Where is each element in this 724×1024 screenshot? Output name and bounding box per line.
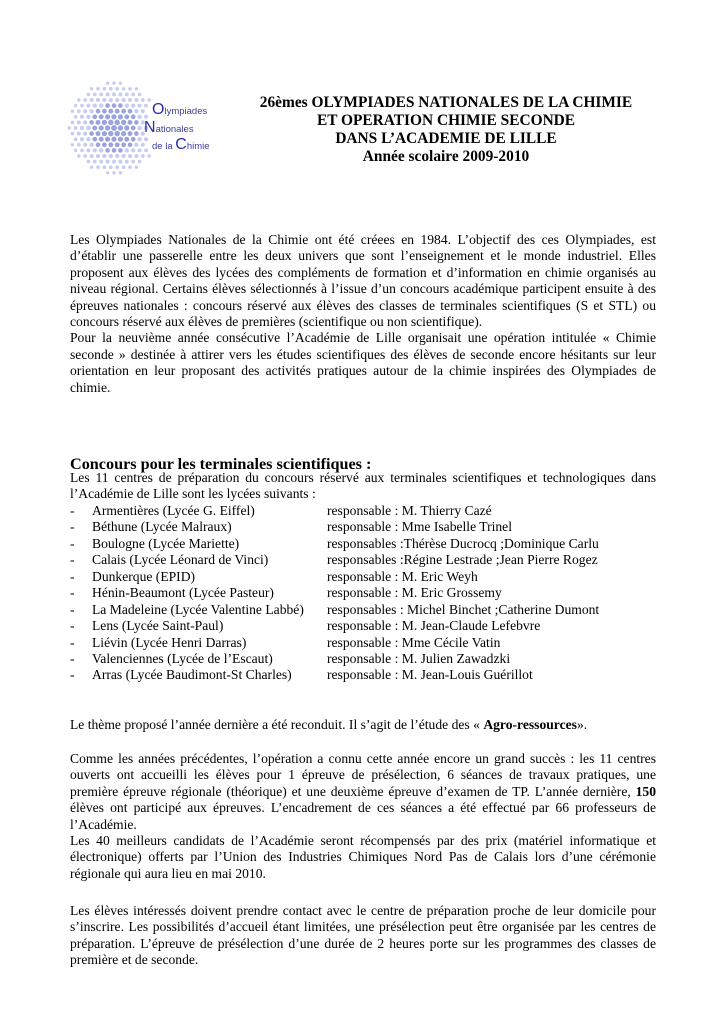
- centre-responsable: responsable : M. Eric Weyh: [327, 568, 478, 584]
- centre-site: Liévin (Lycée Henri Darras): [92, 634, 247, 650]
- logo-dot: [141, 98, 145, 102]
- logo-line-2: [144, 119, 194, 136]
- logo-dot: [89, 120, 94, 125]
- logo-dot: [89, 109, 93, 113]
- list-dash: -: [70, 618, 75, 634]
- logo-dot: [111, 137, 116, 142]
- logo-dot: [141, 109, 145, 113]
- logo-dot: [141, 154, 145, 158]
- centre-row: [70, 635, 670, 651]
- logo-dot: [135, 165, 138, 168]
- molecule-dots-icon: [66, 70, 236, 190]
- logo-dot: [115, 154, 119, 158]
- logo-line-3-pre: de la: [152, 141, 176, 152]
- logo-dot: [71, 109, 74, 112]
- document-title: [236, 94, 656, 166]
- logo-dot: [93, 103, 97, 107]
- centre-row: [70, 552, 670, 568]
- inscription-paragraph: Les élèves intéressés doivent prendre contact avec le centre de préparation proche de leur domicile pour s’inscrire. Les possibilités d’accueil étant limitées, une présélection peut être organisée par les centres de préparation. L’épreuve de présélection d’une durée de 2 heures porte sur les programmes des classes de première et de seconde.: [70, 903, 656, 968]
- logo-dot: [87, 160, 91, 164]
- logo-line-3-rest: himie: [186, 141, 210, 152]
- logo-dot: [147, 154, 150, 157]
- logo-dot: [106, 81, 109, 84]
- logo-dot: [118, 114, 123, 119]
- title-line-2: ET OPERATION CHIMIE SECONDE: [316, 112, 576, 129]
- logo-dot: [96, 87, 100, 91]
- centre-site: La Madeleine (Lycée Valentine Labbé): [92, 601, 304, 617]
- list-dash: -: [70, 634, 75, 650]
- logo-dot: [103, 87, 107, 91]
- title-line-4: Année scolaire 2009-2010: [362, 148, 530, 165]
- logo-dot: [121, 131, 126, 136]
- list-dash: -: [70, 650, 75, 666]
- logo-dot: [105, 137, 110, 142]
- logo-dot: [134, 98, 138, 102]
- logo-dot: [67, 126, 70, 129]
- logo-dot: [103, 165, 107, 169]
- centre-site: Arras (Lycée Baudimont-St Charles): [92, 667, 292, 683]
- logo-dot: [92, 137, 97, 142]
- logo-dot: [121, 98, 125, 102]
- logo-dot: [108, 131, 113, 136]
- bilan-text-after: élèves ont participé aux épreuves. L’encadrement de ces séances a été effectué par 66 professeurs de l’Académie.: [70, 800, 656, 832]
- logo-dot: [106, 171, 109, 174]
- logo-dot: [86, 104, 90, 108]
- logo-dot: [105, 148, 110, 153]
- logo-dot: [128, 131, 133, 136]
- logo-dot: [96, 154, 100, 158]
- centres-list: [70, 503, 670, 684]
- centre-row: [70, 602, 670, 618]
- intro-section: [70, 232, 656, 396]
- logo-initial-c: C: [175, 136, 187, 153]
- logo-dot: [135, 87, 138, 90]
- intro-paragraph-2: Pour la neuvième année consécutive l’Académie de Lille organisait une opération intitulée « Chimie seconde » destinée à attirer vers les études scientifiques des élèves de seconde encore hésitants sur leur orientation en leur proposant des activités pratiques autour de la chimie inspirées des Olympiades de chimie.: [70, 330, 656, 395]
- logo-dot: [77, 98, 80, 101]
- logo-dot: [115, 142, 120, 147]
- logo-dot: [109, 154, 113, 158]
- logo-initial-n: N: [144, 119, 156, 136]
- centre-responsable: responsables :Régine Lestrade ;Jean Pierre Rogez: [327, 552, 598, 568]
- list-dash: -: [70, 667, 75, 683]
- logo-dot: [137, 137, 141, 141]
- centre-site: Calais (Lycée Léonard de Vinci): [92, 552, 269, 568]
- centre-responsable: responsables :Thérèse Ducrocq ;Dominique Carlu: [327, 535, 599, 551]
- logo-dot: [118, 125, 123, 130]
- logo-dot: [124, 125, 129, 130]
- intro-paragraph-1: Les Olympiades Nationales de la Chimie ont été créees en 1984. L’objectif des ces Olympiades, est d’établir une passerelle entre les deux univers que sont l’enseignement et le monde industriel. Elles proposent aux élèves des lycées des compléments de formation et d’information en chimie organisés au niveau régional. Certains élèves sélectionnés à l’issue d’un concours académique participent ensuite à des épreuves nationales : concours réservé aux élèves des classes de terminales scientifiques (S et STL) ou concours réservé aux élèves de premières (scientifique ou non scientifique).: [70, 232, 656, 330]
- logo-dot: [131, 160, 135, 164]
- logo-dot: [118, 92, 122, 96]
- centre-responsable: responsable : M. Jean-Claude Lefebvre: [327, 618, 541, 634]
- logo-dot: [115, 165, 119, 169]
- logo-dot: [86, 115, 90, 119]
- logo-dot: [96, 120, 101, 125]
- logo-dot: [90, 87, 93, 90]
- logo-dot: [121, 109, 126, 114]
- logo-dot: [74, 137, 78, 141]
- logo-dot: [108, 109, 113, 114]
- logo-dot: [106, 92, 110, 96]
- logo-dot: [83, 143, 87, 147]
- logo-line-1: [152, 101, 207, 118]
- logo-dot: [74, 126, 78, 130]
- logo-dot: [83, 109, 87, 113]
- logo-dot: [90, 98, 94, 102]
- logo-dot: [92, 114, 97, 119]
- logo-dot: [80, 137, 84, 141]
- logo-dot: [96, 165, 100, 169]
- logo-dot: [138, 104, 142, 108]
- logo-dot: [77, 143, 81, 147]
- logo-dot: [89, 131, 94, 136]
- logo-dot: [124, 137, 129, 142]
- logo-line-1-rest: lympiades: [164, 106, 208, 117]
- logo-dot: [83, 154, 87, 158]
- logo-dot: [90, 154, 94, 158]
- centre-row: [70, 667, 670, 683]
- logo-dot: [121, 154, 125, 158]
- theme-text-after: ».: [576, 717, 588, 732]
- logo-dot: [86, 137, 90, 141]
- logo-dot: [137, 126, 141, 130]
- logo-dot: [112, 92, 116, 96]
- centre-site: Dunkerque (EPID): [92, 568, 196, 584]
- logo-dot: [119, 81, 122, 84]
- logo-dot: [99, 114, 104, 119]
- logo-dot: [112, 103, 117, 108]
- centre-row: [70, 503, 670, 519]
- logo-dot: [77, 109, 81, 113]
- logo-dot: [138, 160, 142, 164]
- logo-dot: [118, 160, 122, 164]
- logo-dot: [124, 114, 129, 119]
- logo-dot: [93, 148, 97, 152]
- centre-site: Béthune (Lycée Malraux): [92, 519, 232, 535]
- logo-dot: [77, 120, 81, 124]
- logo-dot: [87, 93, 91, 97]
- logo-dot: [112, 81, 115, 84]
- theme-text-before: Le thème proposé l’année dernière a été reconduit. Il s’agit de l’étude des «: [70, 717, 480, 732]
- logo-dot: [106, 160, 110, 164]
- bilan-count: 150: [635, 783, 656, 799]
- logo-dot: [92, 126, 97, 131]
- logo-dot: [108, 142, 113, 147]
- centre-responsable: responsable : M. Thierry Cazé: [327, 503, 492, 518]
- logo-dot: [83, 131, 87, 135]
- centre-site: Armentières (Lycée G. Eiffel): [92, 503, 255, 518]
- logo-dot: [108, 120, 113, 125]
- logo-dot: [112, 160, 116, 164]
- logo-dot: [109, 98, 113, 102]
- logo-dot: [131, 148, 135, 152]
- logo-dot: [131, 114, 136, 119]
- bilan-paragraph-2: Les 40 meilleurs candidats de l’Académie seront récompensés par des prix (matériel informatique et électronique) offerts par l’Union des Industries Chimiques Nord Pas de Calais lors d’une cérémonie régionale qui aura lieu en mai 2010.: [70, 833, 656, 881]
- centre-responsable: responsable : M. Eric Grossemy: [327, 585, 502, 601]
- centre-responsable: responsable : M. Jean-Louis Guérillot: [327, 667, 533, 683]
- logo-dot: [128, 109, 133, 114]
- logo-dot: [134, 120, 139, 125]
- centre-row: [70, 536, 670, 552]
- logo-dot: [102, 154, 106, 158]
- logo-dot: [128, 143, 133, 148]
- centre-site: Hénin-Beaumont (Lycée Pasteur): [92, 585, 274, 601]
- logo-dot: [109, 87, 113, 91]
- logo-dot: [77, 154, 80, 157]
- logo-dot: [80, 149, 84, 153]
- logo-dot: [125, 103, 129, 107]
- logo-dot: [121, 120, 126, 125]
- logo-dot: [118, 137, 123, 142]
- olympiades-logo: [66, 70, 236, 190]
- logo-dot: [80, 126, 84, 130]
- logo-dot: [131, 126, 136, 131]
- logo-dot: [114, 120, 119, 125]
- logo-dot: [71, 121, 75, 125]
- logo-dot: [131, 93, 135, 97]
- bilan-section: [70, 751, 656, 882]
- logo-dot: [71, 143, 74, 146]
- logo-dot: [111, 125, 117, 131]
- logo-dot: [128, 87, 132, 91]
- title-line-3: DANS L’ACADEMIE DE LILLE: [335, 130, 557, 147]
- centre-row: [70, 651, 670, 667]
- logo-dot: [114, 131, 119, 136]
- logo-dot: [128, 165, 132, 169]
- logo-dot: [134, 154, 138, 158]
- logo-dot: [137, 115, 141, 119]
- logo-dot: [121, 142, 126, 147]
- logo-dot: [128, 154, 132, 158]
- logo-dot: [105, 103, 110, 108]
- list-dash: -: [70, 503, 75, 518]
- list-dash: -: [70, 601, 75, 617]
- logo-dot: [96, 109, 101, 114]
- logo-dot: [105, 114, 110, 119]
- logo-dot: [125, 160, 129, 164]
- logo-dot: [102, 98, 106, 102]
- centre-responsable: responsables : Michel Binchet ;Catherine Dumont: [327, 601, 600, 617]
- logo-dot: [77, 132, 81, 136]
- logo-line-3: [152, 136, 210, 153]
- logo-dot: [147, 98, 150, 101]
- logo-dot: [99, 148, 103, 152]
- title-line-1: 26èmes OLYMPIADES NATIONALES DE LA CHIMIE: [259, 94, 633, 111]
- logo-dot: [74, 149, 77, 152]
- list-dash: -: [70, 585, 75, 601]
- logo-dot: [99, 137, 104, 142]
- logo-dot: [134, 109, 138, 113]
- logo-dot: [128, 120, 133, 125]
- centre-row: [70, 585, 670, 601]
- logo-dot: [71, 132, 75, 136]
- logo-dot: [122, 165, 126, 169]
- logo-dot: [93, 93, 97, 97]
- logo-dot: [144, 104, 148, 108]
- concours-intro: Les 11 centres de préparation du concours réservé aux terminales scientifiques et technologiques dans l’Académie de Lille sont les lycées suivants :: [70, 470, 656, 502]
- logo-dot: [138, 93, 142, 97]
- logo-dot: [131, 103, 135, 107]
- list-dash: -: [70, 535, 75, 551]
- list-dash: -: [70, 552, 75, 568]
- logo-dot: [105, 125, 110, 130]
- logo-dot: [141, 143, 145, 147]
- logo-initial-o: O: [152, 101, 165, 118]
- logo-dot: [112, 148, 117, 153]
- logo-dot: [96, 131, 101, 136]
- logo-dot: [131, 137, 136, 142]
- centre-site: Lens (Lycée Saint-Paul): [92, 618, 224, 634]
- centre-site: Valenciennes (Lycée de l’Escaut): [92, 650, 273, 666]
- logo-dot: [118, 103, 123, 108]
- logo-dot: [99, 103, 103, 107]
- logo-dot: [102, 120, 107, 125]
- logo-dot: [96, 143, 101, 148]
- logo-dot: [93, 160, 97, 164]
- logo-dot: [125, 148, 129, 152]
- logo-dot: [125, 92, 129, 96]
- logo-dot: [144, 149, 148, 153]
- logo-dot: [83, 98, 87, 102]
- logo-dot: [89, 143, 93, 147]
- logo-dot: [115, 87, 119, 91]
- logo-dot: [102, 131, 107, 136]
- logo-dot: [138, 148, 142, 152]
- logo-dot: [134, 131, 139, 136]
- logo-dot: [90, 165, 93, 168]
- logo-dot: [80, 104, 84, 108]
- list-dash: -: [70, 568, 75, 584]
- logo-dot: [83, 120, 87, 124]
- logo-dot: [109, 165, 113, 169]
- logo-dot: [99, 92, 103, 96]
- centre-responsable: responsable : M. Julien Zawadzki: [327, 650, 511, 666]
- theme-paragraph: [70, 717, 656, 733]
- logo-dot: [102, 109, 107, 114]
- centre-row: [70, 569, 670, 585]
- logo-dot: [128, 98, 132, 102]
- theme-keyword: Agro-ressources: [483, 717, 577, 732]
- logo-dot: [111, 114, 116, 119]
- logo-dot: [99, 160, 103, 164]
- bilan-text-before: Comme les années précédentes, l’opération a connu cette année encore un grand succès : les 11 centres ouverts ont accueilli les élèves pour 1 épreuve de présélection, 6 séances de travaux pratiques, une première épreuve régionale (théorique) et une deuxième épreuve d’examen de TP. L’année dernière,: [70, 751, 656, 799]
- logo-dot: [74, 115, 78, 119]
- logo-dot: [86, 148, 90, 152]
- logo-dot: [102, 142, 107, 147]
- bilan-paragraph-1: [70, 751, 656, 833]
- concours-section-title: Concours pour les terminales scientifiques :: [70, 455, 372, 473]
- logo-dot: [144, 137, 148, 141]
- logo-dot: [119, 171, 122, 174]
- logo-dot: [122, 87, 126, 91]
- logo-dot: [99, 125, 104, 130]
- centre-site: Boulogne (Lycée Mariette): [92, 535, 240, 551]
- centre-responsable: responsable : Mme Cécile Vatin: [327, 634, 501, 650]
- logo-line-2-rest: ationales: [155, 124, 194, 135]
- logo-dot: [96, 98, 100, 102]
- logo-dot: [86, 126, 90, 130]
- logo-dot: [115, 109, 120, 114]
- logo-dot: [80, 115, 84, 119]
- centre-responsable: responsable : Mme Isabelle Trinel: [327, 519, 512, 535]
- logo-dot: [112, 171, 115, 174]
- centre-row: [70, 618, 670, 634]
- centre-row: [70, 519, 670, 535]
- logo-dot: [134, 143, 138, 147]
- list-dash: -: [70, 519, 75, 535]
- logo-dot: [118, 148, 123, 153]
- logo-dot: [115, 98, 119, 102]
- logo-dot: [74, 104, 77, 107]
